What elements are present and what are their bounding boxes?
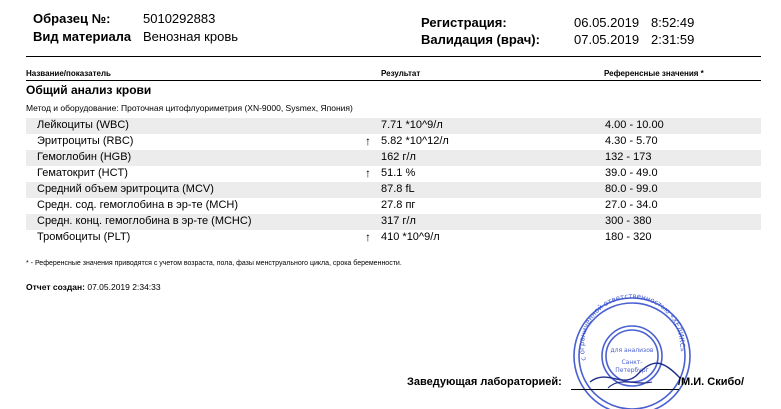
row-reference: 132 - 173 (605, 151, 652, 163)
row-reference: 180 - 320 (605, 231, 652, 243)
registration-date: 06.05.2019 (574, 15, 640, 30)
reference-footnote: * - Референсные значения приводятся с учетом возраста, пола, фазы менструального цикла, срока беременности. (26, 260, 402, 267)
row-name: Тромбоциты (PLT) (37, 231, 131, 243)
registration-label: Регистрация: (421, 15, 507, 30)
table-row (26, 118, 761, 134)
table-row (26, 166, 761, 182)
validation-date: 07.05.2019 (574, 32, 640, 47)
row-result: 410 *10^9/л (381, 231, 440, 243)
sample-number-label: Образец №: (33, 11, 111, 26)
table-row (26, 230, 761, 246)
row-result: 27.8 пг (381, 199, 416, 211)
column-header-result: Результат (381, 69, 421, 78)
row-name: Средний объем эритроцита (MCV) (37, 183, 214, 195)
report-created (26, 282, 161, 292)
section-title: Общий анализ крови (26, 83, 152, 97)
svg-text:Санкт-: Санкт- (621, 359, 643, 366)
row-name: Средн. конц. гемоглобина в эр-те (MCHC) (37, 215, 252, 227)
row-name: Гематокрит (HCT) (37, 167, 128, 179)
row-reference: 80.0 - 99.0 (605, 183, 658, 195)
report-created-date: 07.05.2019 (87, 282, 130, 292)
table-row (26, 150, 761, 166)
method-description: Метод и оборудование: Проточная цитофлуориметрия (XN-9000, Sysmex, Япония) (26, 103, 353, 113)
row-name: Лейкоциты (WBC) (37, 119, 129, 131)
table-row (26, 214, 761, 230)
svg-text:для анализов: для анализов (610, 347, 654, 354)
row-result: 317 г/л (381, 215, 416, 227)
sample-number-value: 5010292883 (143, 11, 216, 26)
row-result: 51.1 % (381, 167, 416, 179)
row-reference: 4.30 - 5.70 (605, 135, 658, 147)
row-reference: 27.0 - 34.0 (605, 199, 658, 211)
svg-text:Петербург: Петербург (615, 367, 649, 374)
row-name: Средн. сод. гемоглобина в эр-те (MCH) (37, 199, 239, 211)
material-value: Венозная кровь (143, 29, 239, 44)
row-result: 87.8 fL (381, 183, 415, 195)
row-result: 5.82 *10^12/л (381, 135, 449, 147)
registration-time: 8:52:49 (651, 15, 695, 30)
column-header-divider (26, 80, 761, 81)
row-result: 162 г/л (381, 151, 416, 163)
lab-stamp (568, 290, 696, 409)
material-label: Вид материала (33, 29, 132, 44)
row-name: Гемоглобин (HGB) (37, 151, 132, 163)
row-result: 7.71 *10^9/л (381, 119, 443, 131)
high-arrow-icon: ↑ (365, 230, 371, 244)
row-reference: 300 - 380 (605, 215, 652, 227)
head-of-lab-label: Заведующая лабораторией: (407, 376, 562, 388)
row-reference: 39.0 - 49.0 (605, 167, 658, 179)
signature-line (571, 389, 679, 390)
row-reference: 4.00 - 10.00 (605, 119, 664, 131)
report-created-time: 2:34:33 (132, 282, 161, 292)
table-row (26, 182, 761, 198)
svg-text:с ограниченной ответственность: с ограниченной ответственностью «ХЕЛИКС» (577, 292, 687, 362)
report-created-label: Отчет создан: (26, 282, 85, 292)
table-row (26, 134, 761, 150)
table-row (26, 198, 761, 214)
column-header-name: Название/показатель (26, 69, 111, 78)
row-name: Эритроциты (RBC) (37, 135, 134, 147)
validation-label: Валидация (врач): (421, 32, 540, 47)
column-header-reference: Референсные значения * (604, 69, 704, 78)
high-arrow-icon: ↑ (365, 166, 371, 180)
header-divider (26, 56, 761, 57)
head-of-lab-name: /М.И. Скибо/ (678, 376, 745, 388)
validation-time: 2:31:59 (651, 32, 695, 47)
high-arrow-icon: ↑ (365, 134, 371, 148)
